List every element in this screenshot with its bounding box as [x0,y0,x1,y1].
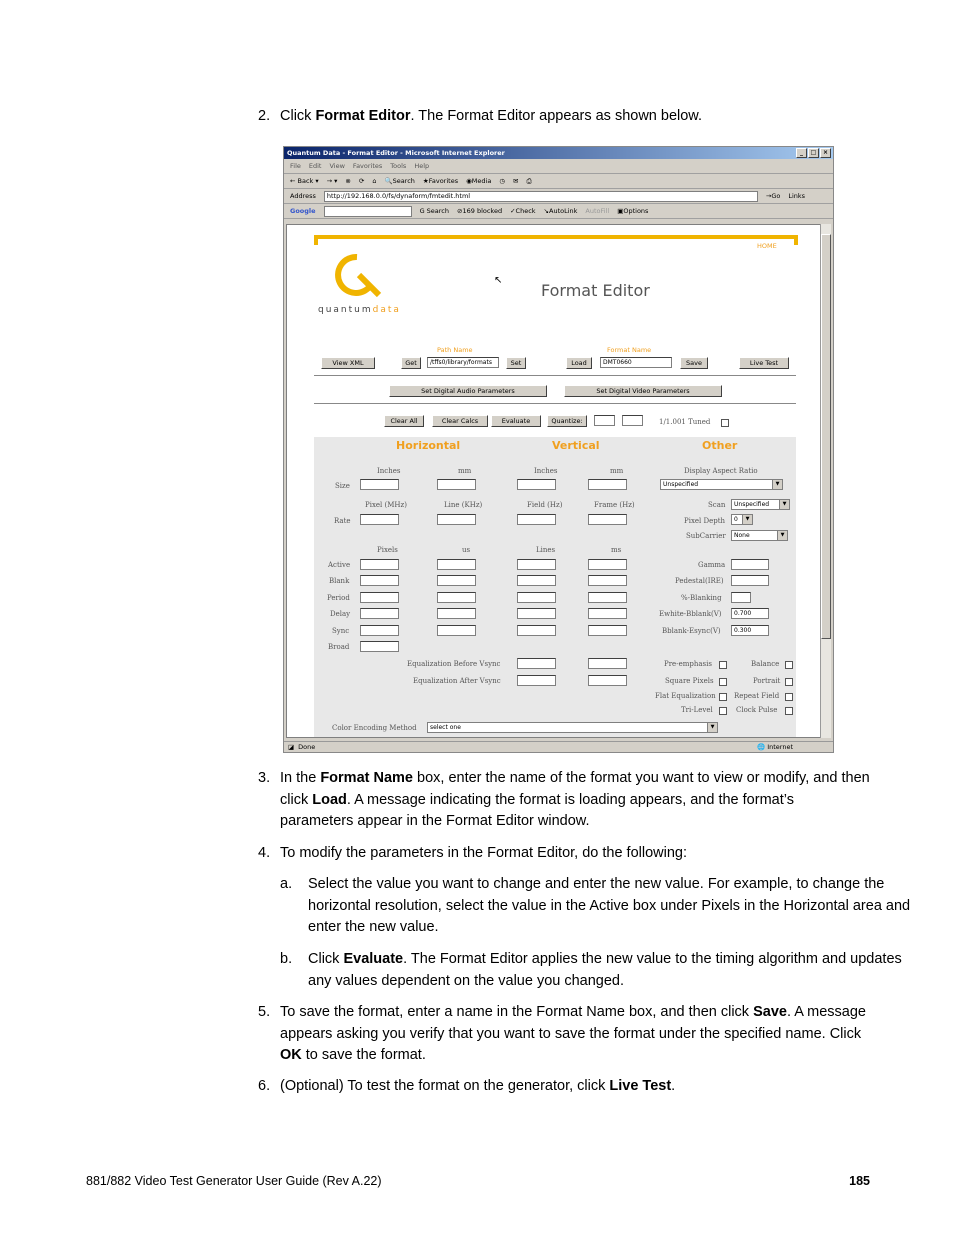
evaluate-button[interactable]: Evaluate [491,415,541,427]
color-encoding-select[interactable]: select one ▼ [427,722,718,733]
aspect-ratio-select[interactable]: Unspecified ▼ [660,479,783,490]
mail-icon[interactable]: ✉ [512,177,519,185]
clear-calcs-button[interactable]: Clear Calcs [432,415,488,427]
vertical-scrollbar[interactable] [820,224,831,738]
status-bar: ◪ Done 🌐 Internet [284,741,833,752]
rate-pixel[interactable] [360,514,399,525]
tuned-checkbox[interactable] [721,419,729,427]
square-pixels-checkbox[interactable] [719,678,727,686]
tuned-label: 1/1.001 Tuned [659,418,711,426]
broad-pixels-input[interactable] [360,641,399,652]
autofill-button[interactable]: AutoFill [585,207,610,215]
blank-ms-input[interactable] [588,575,627,586]
set-audio-params-button[interactable]: Set Digital Audio Parameters [389,385,547,397]
favorites-button[interactable]: ★Favorites [422,177,459,185]
step-2: 2. Click Format Editor. The Format Editor appears as shown below. [258,108,703,124]
internet-zone: 🌐 Internet [757,743,793,751]
search-button[interactable]: 🔍Search [384,177,415,185]
delay-pixels-input[interactable] [360,608,399,619]
blank-pixels-input[interactable] [360,575,399,586]
header-bar-left [314,235,318,245]
pedestal-input[interactable] [731,575,769,586]
history-icon[interactable]: ◷ [499,177,505,185]
rate-field[interactable] [517,514,556,525]
step-4a: a. Select the value you want to change and enter the new value. For example, to change the horizontal resolution, select the value in the Active box under Pixels in the Horizontal area and enter the new value. [280,876,911,935]
maximize-icon[interactable]: □ [808,148,819,158]
portrait-checkbox[interactable] [785,678,793,686]
path-name-label: Path Name [437,346,473,354]
vertical-header: Vertical [552,439,600,452]
period-ms-input[interactable] [588,592,627,603]
step-5: 5. To save the format, enter a name in the Format Name box, and then click Save. A message appears asking you verify that you want to save the format under the specified name. Click OK to save the format. [258,1004,866,1063]
active-ms-input[interactable] [588,559,627,570]
divider [314,375,796,376]
other-header: Other [702,439,738,452]
address-input[interactable]: http://192.168.0.0/fs/dynaform/fmtedit.html [324,191,758,202]
window-titlebar: Quantum Data - Format Editor - Microsoft Internet Explorer _ □ × [284,147,833,159]
eq-before-lines-input[interactable] [517,658,556,669]
cursor-icon: ↖ [494,275,503,286]
back-button[interactable]: ← Back ▾ [290,177,319,185]
menu-bar: File Edit View Favorites Tools Help [284,159,833,174]
go-button[interactable]: →Go [765,192,781,200]
browser-toolbar [284,174,833,189]
scan-select[interactable]: Unspecified ▼ [731,499,790,510]
horizontal-header: Horizontal [396,439,461,452]
parameters-panel: Horizontal Vertical Other Inches mm Inches mm Display Aspect Ratio Size Unspecified ▼ Pixel (MHz) Line (KHz) Field (Hz) Frame (Hz) Scan Unspecified ▼ Rate Pixel Depth 0 ▼ SubCarrier None ▼ Pixels us Lines ms Active Blank Period Delay Sync Broad Gamma Pedestal(IRE) %-Blanking Ewhite-Bblank(V) 0.700 Bblank-Esync(V) 0.300 Equalization Before Vsync Equalization After Vsync Pre-emphasis Balance Square Pixels Portrait Flat Equalization Repeat Field Tri-Level Clock Pulse Color Encoding Method select one ▼ [314,437,796,737]
brand-name: quantumdata [318,305,401,315]
period-us-input[interactable] [437,592,476,603]
repeat-field-checkbox[interactable] [785,693,793,701]
period-lines-input[interactable] [517,592,556,603]
delay-ms-input[interactable] [588,608,627,619]
tri-level-checkbox[interactable] [719,707,727,715]
active-lines-input[interactable] [517,559,556,570]
google-search-input[interactable] [324,206,412,217]
pixel-depth-select[interactable]: 0 ▼ [731,514,753,525]
size-h-inches[interactable] [360,479,399,490]
step-6: 6. (Optional) To test the format on the generator, click Live Test. [258,1078,676,1094]
refresh-icon[interactable]: ⟳ [358,177,365,185]
divider [314,403,796,404]
header-bar-right [794,235,798,245]
rate-line[interactable] [437,514,476,525]
links-button[interactable]: Links [788,192,806,200]
set-button[interactable]: Set [506,357,526,369]
ewhite-bblank-input[interactable]: 0.700 [731,608,769,619]
scrollbar-thumb[interactable] [821,234,831,639]
forward-icon[interactable]: → ▾ [326,177,338,185]
set-video-params-button[interactable]: Set Digital Video Parameters [564,385,722,397]
browser-window-screenshot [283,146,834,753]
chevron-down-icon: ▼ [707,723,717,732]
options-button[interactable]: ▣Options [617,207,649,215]
delay-lines-input[interactable] [517,608,556,619]
minimize-icon[interactable]: _ [796,148,807,158]
step-4b: b. Click Evaluate. The Format Editor applies the new value to the timing algorithm and updates any values dependent on the value you changed. [280,951,902,989]
media-button[interactable]: ◉Media [466,177,492,185]
sync-pixels-input[interactable] [360,625,399,636]
view-xml-button[interactable]: View XML [321,357,375,369]
format-name-label: Format Name [607,346,652,354]
chevron-down-icon: ▼ [742,515,752,524]
size-h-mm[interactable] [437,479,476,490]
chevron-down-icon: ▼ [779,500,789,509]
flat-equalization-checkbox[interactable] [719,693,727,701]
stop-icon[interactable]: ⊗ [345,177,351,185]
step-3: 3. In the Format Name box, enter the name of the format you want to view or modify, and then click Load. A message indicating the format is loading appears, and the format’s parameters appear in the Format Editor window. [258,770,870,829]
sync-us-input[interactable] [437,625,476,636]
quantize-input-2[interactable] [622,415,643,426]
google-logo: Google [290,207,316,215]
delay-us-input[interactable] [437,608,476,619]
step-4: 4. To modify the parameters in the Format Editor, do the following: [258,845,688,861]
page-title: Format Editor [541,281,650,300]
quantize-input-1[interactable] [594,415,615,426]
footer-title: 881/882 Video Test Generator User Guide (Rev A.22) [86,1174,382,1188]
chevron-down-icon: ▼ [777,531,787,540]
page-viewport [286,224,824,738]
period-pixels-input[interactable] [360,592,399,603]
eq-before-ms-input[interactable] [588,658,627,669]
eq-after-lines-input[interactable] [517,675,556,686]
check-button[interactable]: ✓Check [510,207,536,215]
home-icon[interactable]: ⌂ [372,177,377,185]
eq-after-ms-input[interactable] [588,675,627,686]
home-link[interactable]: HOME [757,242,777,250]
size-v-mm[interactable] [588,479,627,490]
format-name-input[interactable]: DMT0660 [600,357,672,368]
load-button[interactable]: Load [566,357,592,369]
chevron-down-icon: ▼ [772,480,782,489]
subcarrier-select[interactable]: None ▼ [731,530,788,541]
page-number: 185 [849,1174,870,1188]
autolink-button[interactable]: ↘AutoLink [543,207,578,215]
balance-checkbox[interactable] [785,661,793,669]
live-test-button[interactable]: Live Test [739,357,789,369]
clock-pulse-checkbox[interactable] [785,707,793,715]
address-bar: Address http://192.168.0.0/fs/dynaform/fmtedit.html →Go Links [284,189,833,204]
print-icon[interactable]: ⎙ [526,176,532,185]
get-button[interactable]: Get [401,357,421,369]
quantize-button[interactable]: Quantize: [547,415,587,427]
gamma-input[interactable] [731,559,769,570]
blanking-input[interactable] [731,592,751,603]
quantumdata-logo [329,251,385,297]
active-pixels-input[interactable] [360,559,399,570]
header-bar [314,235,798,239]
bblank-esync-input[interactable]: 0.300 [731,625,769,636]
size-v-inches[interactable] [517,479,556,490]
sync-lines-input[interactable] [517,625,556,636]
blank-us-input[interactable] [437,575,476,586]
rate-frame[interactable] [588,514,627,525]
active-us-input[interactable] [437,559,476,570]
sync-ms-input[interactable] [588,625,627,636]
pre-emphasis-checkbox[interactable] [719,661,727,669]
google-search-button[interactable]: G Search [419,207,450,215]
google-toolbar [284,204,833,219]
save-button[interactable]: Save [680,357,708,369]
close-icon[interactable]: × [820,148,831,158]
popup-blocked-button[interactable]: ⊘169 blocked [457,207,503,215]
clear-all-button[interactable]: Clear All [384,415,424,427]
blank-lines-input[interactable] [517,575,556,586]
path-name-input[interactable]: /tffs0/library/formats [427,357,499,368]
ie-page-icon: ◪ [288,743,295,751]
